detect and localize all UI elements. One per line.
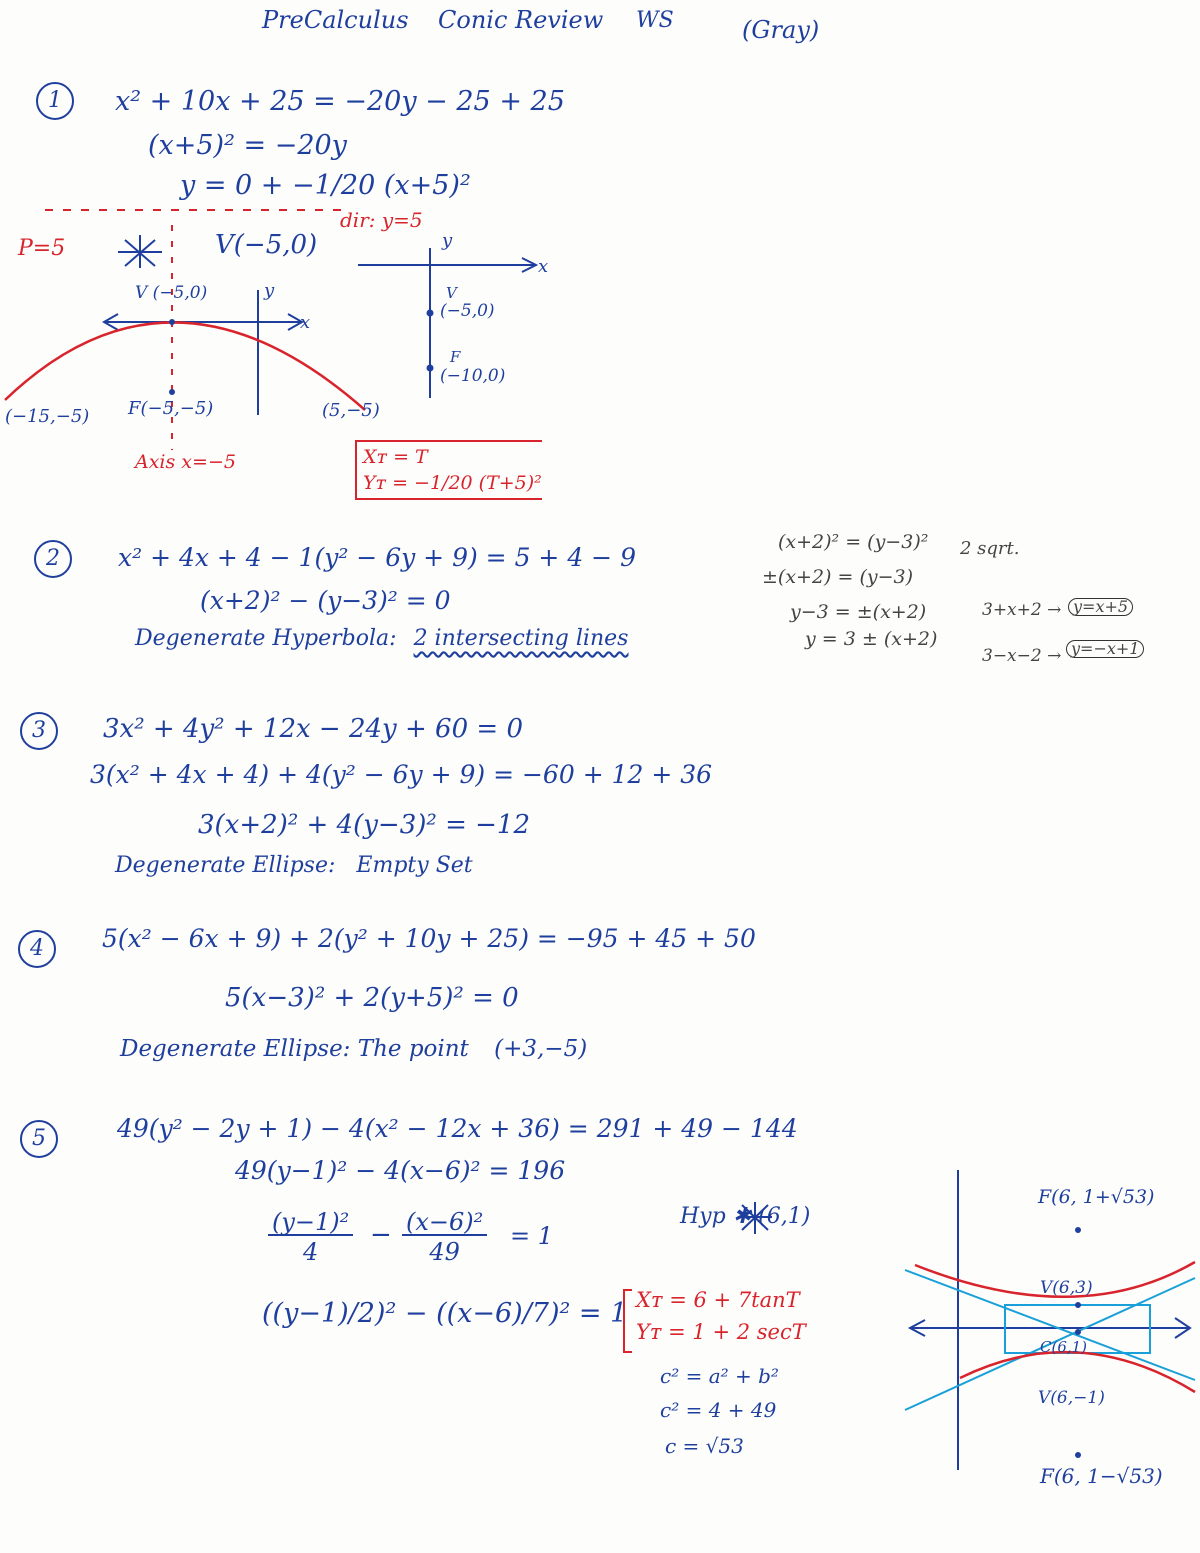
p2-side-sqrt: 2 sqrt. — [960, 538, 1020, 559]
header-ws: WS — [636, 8, 674, 33]
p3-label: Degenerate Ellipse: — [115, 853, 336, 878]
p2-side2: ±(x+2) = (y−3) — [762, 566, 914, 588]
p2-side4: y = 3 ± (x+2) — [805, 628, 938, 650]
p5-frac-b: (x−6)² 49 — [402, 1210, 487, 1264]
p1-line1: x² + 10x + 25 = −20y − 25 + 25 — [115, 86, 565, 117]
p5-yt: Yᴛ = 1 + 2 secT — [636, 1320, 806, 1344]
problem-5-number: 5 — [20, 1120, 58, 1158]
p2-branch2: 3−x−2 → — [982, 646, 1062, 666]
p5-line2: 49(y−1)² − 4(x−6)² = 196 — [235, 1156, 566, 1185]
p2-branch1-result: y=x+5 — [1068, 598, 1133, 616]
p1-point-left: (−15,−5) — [5, 406, 90, 427]
problem-4-number: 4 — [18, 930, 56, 968]
p1-vertex: V(−5,0) — [215, 230, 318, 260]
p4-label: Degenerate Ellipse: The point — [120, 1036, 469, 1062]
p5-line1: 49(y² − 2y + 1) − 4(x² − 12x + 36) = 291 + 49 − 144 — [117, 1114, 798, 1143]
p1-yt: Yᴛ = −1/20 (T+5)² — [363, 472, 542, 494]
p5-line4: ((y−1)/2)² − ((x−6)/7)² = 1 — [262, 1298, 628, 1329]
p5-focus-bottom: F(6, 1−√53) — [1040, 1464, 1163, 1488]
p1-small-f-coord: (−10,0) — [440, 366, 506, 386]
p1-directrix: dir: y=5 — [340, 208, 423, 232]
p1-p-value: P=5 — [18, 236, 66, 261]
parabola-curve — [5, 322, 365, 410]
problem-1-number: 1 — [36, 82, 74, 120]
p4-line1: 5(x² − 6x + 9) + 2(y² + 10y + 25) = −95 + 45 + 50 — [102, 924, 756, 953]
p5-frac-a: (y−1)² 4 — [268, 1210, 353, 1264]
p3-line2: 3(x² + 4x + 4) + 4(y² − 6y + 9) = −60 + 12 + 36 — [90, 760, 713, 789]
p5-xt: Xᴛ = 6 + 7tanT — [636, 1288, 800, 1312]
header-course: PreCalculus — [262, 6, 409, 34]
header-name: (Gray) — [742, 16, 820, 44]
problem-3-number: 3 — [20, 712, 58, 750]
p3-line1: 3x² + 4y² + 12x − 24y + 60 = 0 — [103, 714, 523, 744]
header-title: Conic Review — [438, 6, 604, 34]
p1-xt: Xᴛ = T — [363, 446, 428, 468]
p5-focus-top: F(6, 1+√53) — [1038, 1186, 1155, 1208]
p2-result: 2 intersecting lines — [413, 626, 629, 651]
p2-label: Degenerate Hyperbola: — [135, 626, 397, 651]
p2-branch2-result: y=−x+1 — [1066, 640, 1144, 658]
p1-focus: F(−5,−5) — [128, 398, 214, 419]
p5-vertex-bottom: V(6,−1) — [1038, 1388, 1105, 1408]
hyperbola-lower-branch — [960, 1352, 1195, 1392]
p1-small-v: V — [446, 284, 457, 302]
p1-line3: y = 0 + −1/20 (x+5)² — [180, 170, 471, 201]
p5-c1: c² = a² + b² — [660, 1364, 779, 1388]
p5-c3: c = √53 — [665, 1434, 744, 1458]
p2-side3: y−3 = ±(x+2) — [790, 601, 927, 623]
p5-hyp-center: Hyp ✱ (6,1) — [680, 1204, 811, 1229]
p1-axis: Axis x=−5 — [135, 451, 236, 473]
p3-line3: 3(x+2)² + 4(y−3)² = −12 — [198, 810, 531, 840]
p1-point-right: (5,−5) — [322, 400, 380, 421]
p2-branch1: 3+x+2 → — [982, 600, 1062, 620]
p5-c2: c² = 4 + 49 — [660, 1398, 777, 1422]
p1-parametric-box — [355, 440, 542, 500]
p5-vertex-top: V(6,3) — [1040, 1278, 1093, 1298]
p5-rhs: = 1 — [510, 1222, 554, 1250]
p1-small-v-coord: (−5,0) — [440, 301, 495, 321]
p4-line2: 5(x−3)² + 2(y+5)² = 0 — [225, 983, 519, 1013]
p3-result: Empty Set — [356, 853, 473, 878]
p2-line1: x² + 4x + 4 − 1(y² − 6y + 9) = 5 + 4 − 9 — [118, 543, 636, 572]
p1-small-f: F — [450, 348, 461, 366]
p4-result: (+3,−5) — [494, 1036, 588, 1062]
p1-graph-vertex: V (−5,0) — [135, 283, 208, 303]
p1-line2: (x+5)² = −20y — [148, 130, 347, 161]
problem-2-number: 2 — [34, 540, 72, 578]
p2-line2: (x+2)² − (y−3)² = 0 — [200, 586, 451, 615]
p5-center: C(6,1) — [1040, 1338, 1088, 1356]
p2-side1: (x+2)² = (y−3)² — [778, 531, 929, 553]
